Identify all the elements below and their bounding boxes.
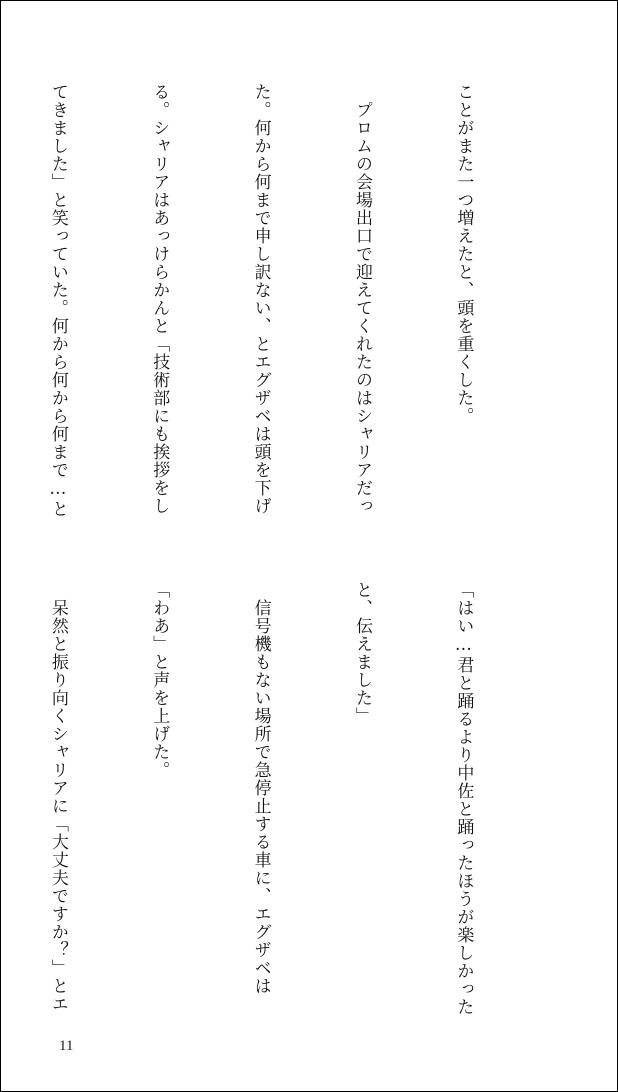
text-line: 「わあ」と声を上げた。 xyxy=(149,581,170,779)
text-line: 呆然と振り向くシャリアに「大丈夫ですか？」とエ xyxy=(47,581,68,1013)
text-line: プロムの会場出口で迎えてくれたのはシャリアだっ xyxy=(352,83,373,515)
dialogue-line: と、伝えました」 xyxy=(352,581,373,725)
page-number: 11 xyxy=(59,1038,74,1054)
dialogue-line: 「はい…君と踊るより中佐と踊ったほうが楽しかった xyxy=(453,581,474,1016)
text-column-bottom xyxy=(0,581,547,1029)
text-line: てきました」と笑っていた。何から何から何まで…と xyxy=(47,83,68,518)
text-line: ことがまた一つ増えたと、頭を重くした。 xyxy=(453,83,474,425)
text-column-top xyxy=(0,83,547,531)
text-line: る。シャリアはあっけらかんと「技術部にも挨拶をし xyxy=(149,83,170,515)
text-line: 信号機もない場所で急停止する車に、エグザベは xyxy=(250,581,271,995)
text-line: た。何から何まで申し訳ない、とエグザベは頭を下げ xyxy=(250,83,271,515)
